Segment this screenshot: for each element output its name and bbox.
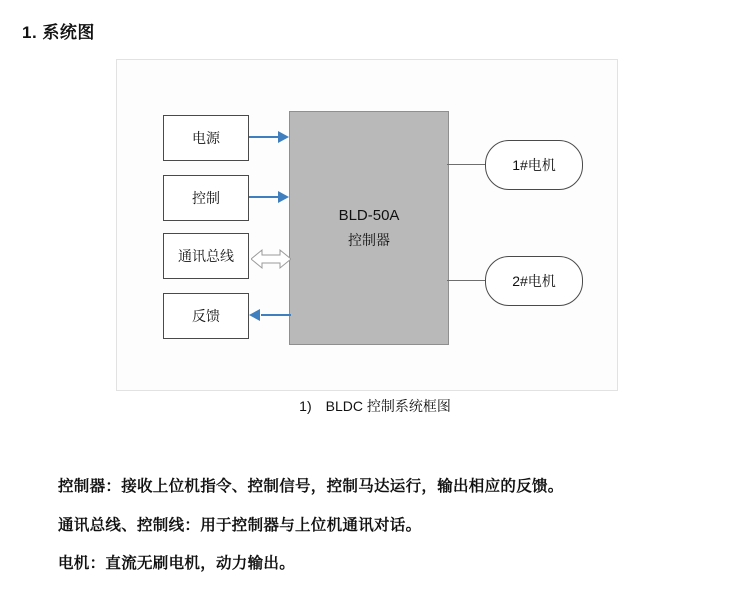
motor-box-2: 2#电机 [485,256,583,306]
input-box-feedback: 反馈 [163,293,249,339]
figure-number: 1) [299,398,312,414]
right-arrow-icon [249,191,291,203]
system-diagram [116,59,618,391]
figure-caption [0,396,750,416]
controller-block [289,111,449,345]
connector-line-motor-2 [447,280,485,281]
figure-caption-text: BLDC 控制系统框图 [325,398,451,414]
right-arrow-icon [249,131,291,143]
input-box-control: 控制 [163,175,249,221]
input-box-power: 电源 [163,115,249,161]
connector-line-motor-1 [447,164,485,165]
bidirectional-arrow-icon [251,248,291,270]
input-box-comm-bus: 通讯总线 [163,233,249,279]
controller-model: BLD-50A [338,206,400,224]
motor-box-1: 1#电机 [485,140,583,190]
page-title: 1. 系统图 [22,23,95,42]
paragraph-controller: 控制器：接收上位机指令、控制信号，控制马达运行，输出相应的反馈。 [58,478,564,495]
paragraph-motor: 电机：直流无刷电机，动力输出。 [58,555,296,572]
left-arrow-icon [249,309,291,321]
controller-label: 控制器 [348,231,390,248]
paragraph-bus: 通讯总线、控制线：用于控制器与上位机通讯对话。 [58,517,422,534]
